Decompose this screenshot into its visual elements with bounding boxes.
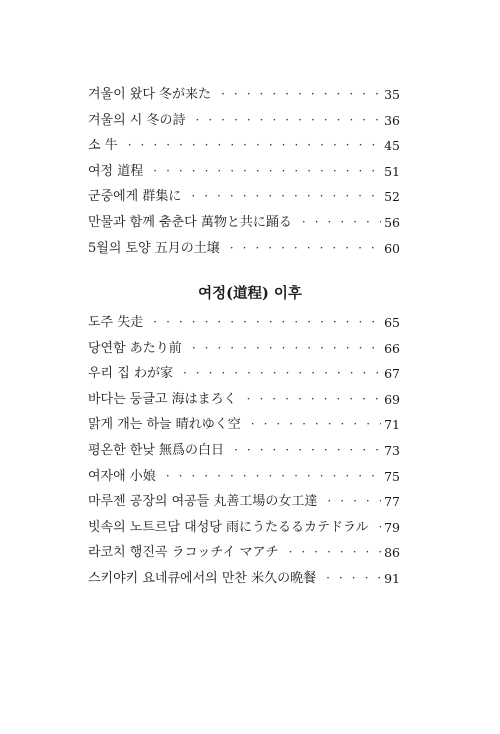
toc-entry-page: 51: [384, 163, 400, 179]
dot-leader: [192, 336, 381, 362]
dot-leader: [289, 540, 382, 566]
toc-entry-title: 마루젠 공장의 여공들 丸善工場の女工達: [88, 494, 318, 510]
toc-entry-title: 스키야키 요네큐에서의 만찬 米久の晩餐: [88, 570, 317, 586]
dot-leader: [326, 566, 381, 592]
toc-entry[interactable]: [88, 82, 400, 108]
toc-entry-page: 67: [384, 366, 400, 382]
dot-leader: [128, 133, 381, 159]
dot-leader: [196, 108, 382, 134]
toc-entry-page: 75: [384, 468, 400, 484]
toc-entry[interactable]: [88, 133, 400, 159]
toc-entry[interactable]: [88, 566, 400, 592]
section-heading: 여정(道程) 이후: [198, 285, 302, 302]
toc-entry[interactable]: [88, 464, 400, 490]
dot-leader: [251, 412, 381, 438]
toc-entry-page: 77: [384, 494, 400, 510]
toc-entry-title: 빗속의 노트르담 대성당 雨にうたるるカテドラル: [88, 519, 369, 535]
dot-leader: [183, 361, 381, 387]
toc-entry-title: 5월의 토양 五月の土壌: [88, 240, 220, 256]
toc-entry-page: 66: [384, 340, 400, 356]
toc-entry-page: 45: [384, 138, 400, 154]
toc-entry-title: 여정 道程: [88, 163, 144, 179]
toc-entry[interactable]: [88, 489, 400, 515]
toc-entry-page: 71: [384, 417, 400, 433]
dot-leader: [247, 387, 381, 413]
dot-leader: [221, 82, 381, 108]
toc-entry[interactable]: [88, 159, 400, 185]
toc-entry-page: 91: [384, 570, 400, 586]
dot-leader: [153, 310, 381, 336]
toc-entry-title: 바다는 둥글고 海はまろく: [88, 391, 237, 407]
dot-leader: [153, 159, 381, 185]
toc-entry-title: 도주 失走: [88, 315, 144, 330]
toc-entry-page: 36: [384, 112, 400, 128]
toc-entry[interactable]: [88, 438, 400, 464]
toc-entry[interactable]: [88, 210, 400, 236]
toc-entry-title: 겨울이 왔다 冬が来た: [88, 87, 212, 102]
toc-entry-title: 여자애 小娘: [88, 468, 156, 484]
toc-entry-page: 52: [384, 189, 400, 205]
dot-leader: [302, 210, 381, 236]
toc-list-section-1: [88, 82, 400, 261]
toc-entry-page: 65: [384, 315, 400, 330]
toc-entry-title: 라코치 행진곡 ラコッチイ マアチ: [88, 545, 279, 561]
toc-entry[interactable]: [88, 336, 400, 362]
dot-leader: [166, 464, 381, 490]
toc-entry[interactable]: [88, 515, 400, 541]
toc-entry-page: 56: [384, 214, 400, 230]
toc-entry-page: 35: [384, 87, 400, 102]
toc-list-section-2: [88, 310, 400, 592]
dot-leader: [327, 489, 381, 515]
toc-entry[interactable]: [88, 387, 400, 413]
toc-entry-title: 만물과 함께 춤춘다 萬物と共に踊る: [88, 214, 292, 230]
toc-entry-page: 69: [384, 391, 400, 407]
toc-entry-title: 우리 집 わが家: [88, 366, 173, 382]
toc-entry[interactable]: [88, 540, 400, 566]
toc-entry[interactable]: [88, 361, 400, 387]
toc-entry-title: 당연함 あたり前: [88, 340, 182, 356]
toc-entry-title: 겨울의 시 冬の詩: [88, 112, 186, 128]
dot-leader: [379, 515, 382, 541]
toc-entry-page: 86: [384, 545, 400, 561]
dot-leader: [234, 438, 381, 464]
dot-leader: [191, 184, 381, 210]
dot-leader: [230, 236, 381, 262]
toc-entry[interactable]: [88, 184, 400, 210]
toc-entry-page: 60: [384, 240, 400, 256]
toc-entry-title: 군중에게 群集に: [88, 189, 182, 205]
toc-entry-title: 소 牛: [88, 138, 118, 154]
toc-entry-page: 73: [384, 442, 400, 458]
toc-entry-title: 평온한 한낮 無爲の白日: [88, 442, 225, 458]
toc-entry[interactable]: [88, 236, 400, 262]
toc-entry[interactable]: [88, 310, 400, 336]
toc-entry-title: 맑게 개는 하늘 晴れゆく空: [88, 417, 241, 433]
toc-entry[interactable]: [88, 412, 400, 438]
toc-entry-page: 79: [384, 519, 400, 535]
toc-entry[interactable]: [88, 108, 400, 134]
